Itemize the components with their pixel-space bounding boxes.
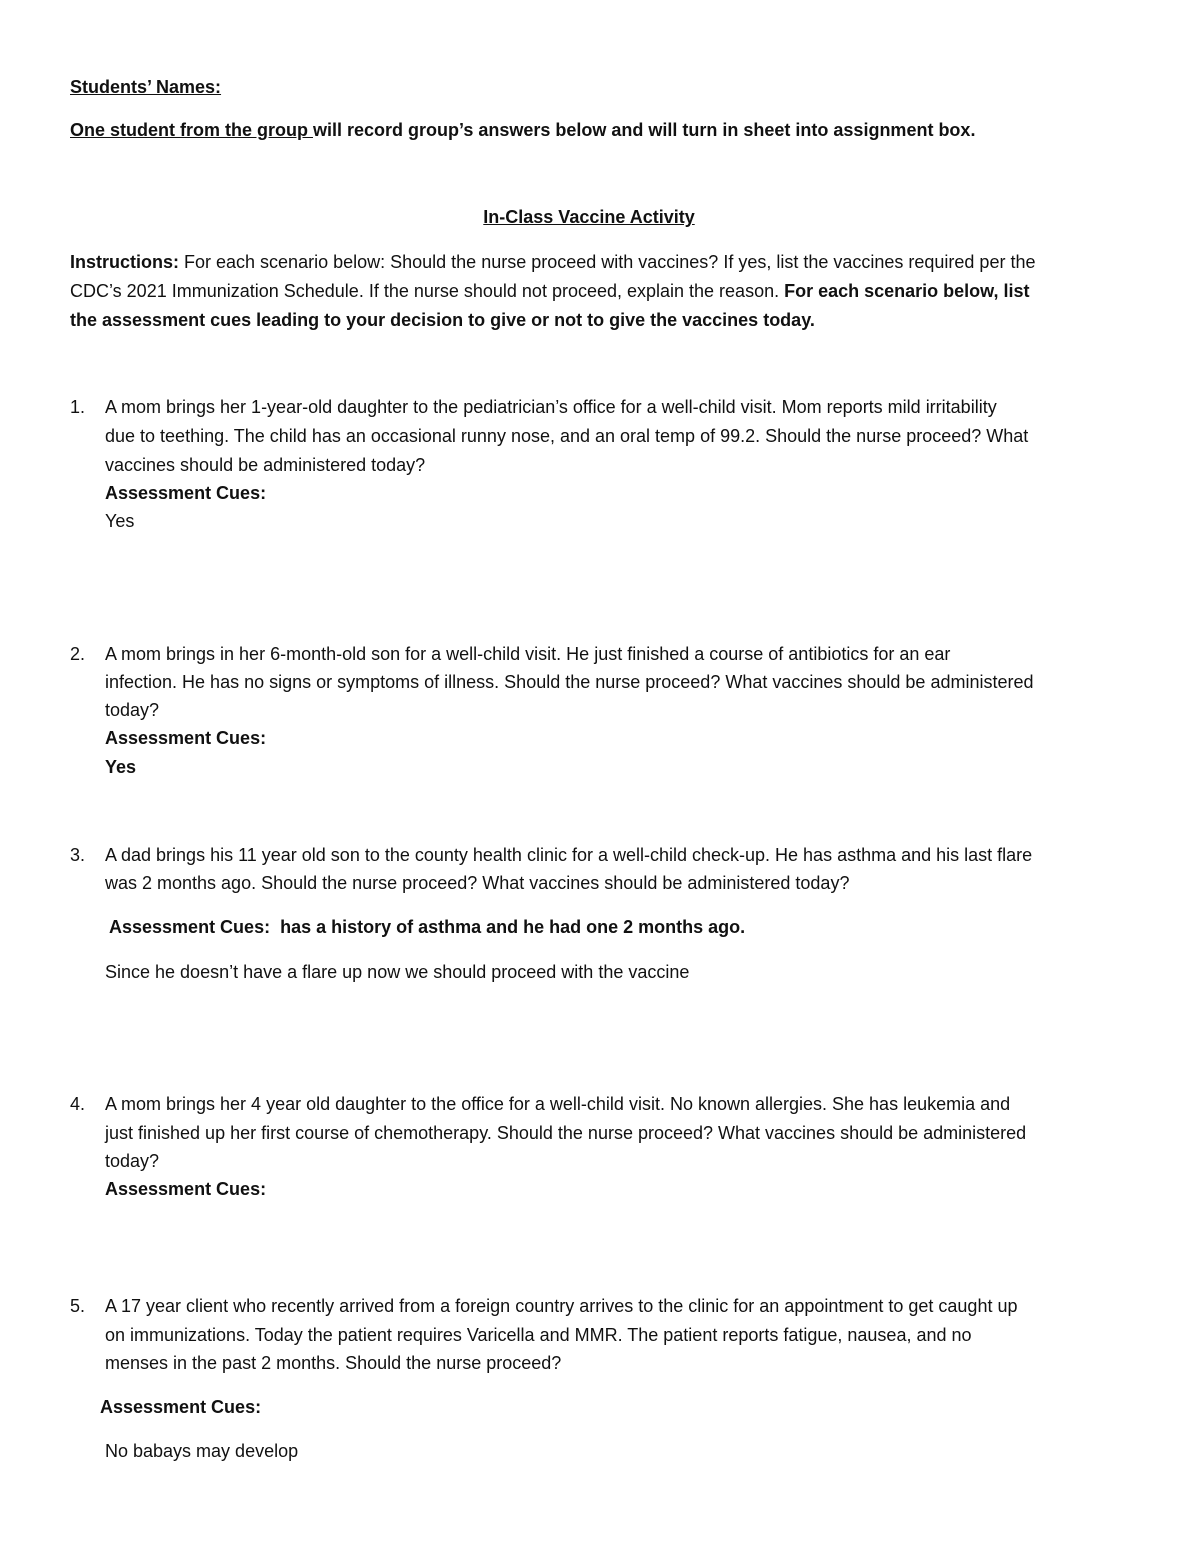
page-title: In-Class Vaccine Activity <box>483 207 695 227</box>
recorder-instruction <box>70 116 975 145</box>
scenario-3-cues-label: Assessment Cues: <box>109 917 271 937</box>
instructions-line1-rest: For each scenario below: Should the nurse proceed with vaccines? If yes, list the vaccines required per the <box>179 252 1036 272</box>
scenario-3-line-1: A dad brings his 11 year old son to the county health clinic for a well-child check-up. He has asthma and his last flare <box>105 845 1033 865</box>
scenario-1-line-3: vaccines should be administered today? <box>105 455 426 475</box>
recorder-underlined: One student from the group <box>70 120 313 140</box>
scenario-2-line-2: infection. He has no signs or symptoms of illness. Should the nurse proceed? What vaccines should be administered <box>105 672 1034 692</box>
scenario-4-cues-label: Assessment Cues: <box>105 1179 267 1199</box>
students-names-label: Students’ Names: <box>70 77 222 97</box>
scenario-2-cues-label: Assessment Cues: <box>105 728 267 748</box>
instructions-line-1 <box>70 248 1035 277</box>
scenario-5-number: 5. <box>70 1296 86 1316</box>
instructions-label: Instructions: <box>70 252 180 272</box>
scenario-1-line-2: due to teething. The child has an occasional runny nose, and an oral temp of 99.2. Should the nurse proceed? What <box>105 426 1029 446</box>
instructions-line2-bold: For each scenario below, list <box>784 281 1030 301</box>
scenario-2-line-3: today? <box>105 700 160 720</box>
scenario-2-answer: Yes <box>105 757 137 777</box>
scenario-2-line-1: A mom brings in her 6-month-old son for a well-child visit. He just finished a course of antibiotics for an ear <box>105 644 951 664</box>
recorder-rest: will record group’s answers below and will turn in sheet into assignment box. <box>313 120 976 140</box>
scenario-5-answer: No babays may develop <box>105 1441 299 1461</box>
scenario-3-cues <box>109 913 745 942</box>
scenario-4-line-2: just finished up her first course of chemotherapy. Should the nurse proceed? What vaccines should be administered <box>105 1123 1027 1143</box>
scenario-5-line-3: menses in the past 2 months. Should the nurse proceed? <box>105 1353 562 1373</box>
scenario-5-cues-label: Assessment Cues: <box>100 1397 262 1417</box>
instructions-line2-plain: CDC’s 2021 Immunization Schedule. If the nurse should not proceed, explain the reason. <box>70 281 785 301</box>
scenario-4-number: 4. <box>70 1094 86 1114</box>
scenario-3-number: 3. <box>70 845 86 865</box>
scenario-1-cues-label: Assessment Cues: <box>105 483 267 503</box>
scenario-5-line-2: on immunizations. Today the patient requires Varicella and MMR. The patient reports fatigue, nausea, and no <box>105 1325 972 1345</box>
scenario-3-answer: Since he doesn’t have a flare up now we should proceed with the vaccine <box>105 962 690 982</box>
scenario-4-line-1: A mom brings her 4 year old daughter to the office for a well-child visit. No known allergies. She has leukemia and <box>105 1094 1011 1114</box>
scenario-1-answer: Yes <box>105 511 135 531</box>
scenario-2-number: 2. <box>70 644 86 664</box>
scenario-3-line-2: was 2 months ago. Should the nurse proceed? What vaccines should be administered today? <box>105 873 850 893</box>
instructions-line-2 <box>70 277 1030 306</box>
scenario-4-line-3: today? <box>105 1151 160 1171</box>
scenario-3-cues-answer: has a history of asthma and he had one 2 months ago. <box>280 917 746 937</box>
scenario-1-number: 1. <box>70 397 86 417</box>
scenario-5-line-1: A 17 year client who recently arrived from a foreign country arrives to the clinic for an appointment to get caught up <box>105 1296 1018 1316</box>
instructions-line-3: the assessment cues leading to your decision to give or not to give the vaccines today. <box>70 310 815 330</box>
scenario-1-line-1: A mom brings her 1-year-old daughter to the pediatrician’s office for a well-child visit. Mom reports mild irritability <box>105 397 997 417</box>
